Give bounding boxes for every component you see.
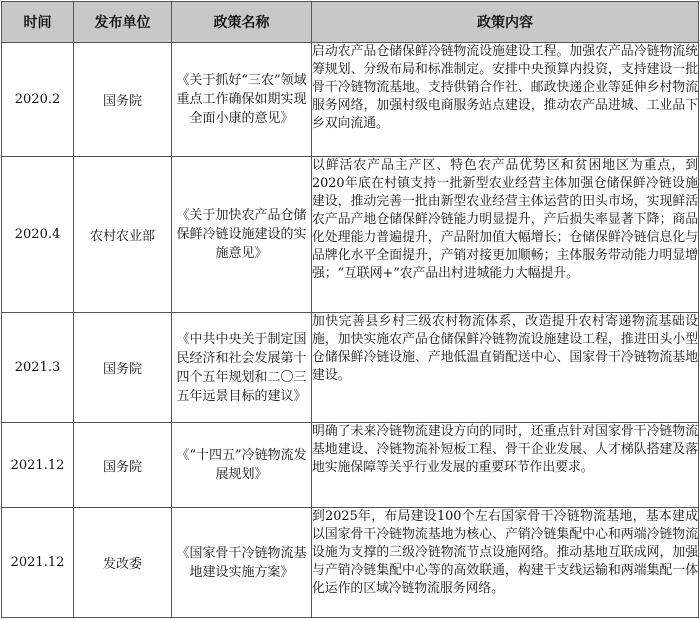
cell-policy-name: 《“十四五”冷链物流发展规划》 [172, 423, 312, 508]
cell-policy-name: 《关于抓好“三农”领域重点工作确保如期实现全面小康的意见》 [172, 43, 312, 157]
cell-unit: 国务院 [74, 43, 172, 157]
cell-unit: 发改委 [74, 508, 172, 618]
cell-time: 2021.3 [2, 313, 74, 423]
cell-policy-name: 《关于加快农产品仓储保鲜冷链设施建设的实施意见》 [172, 157, 312, 313]
cell-policy-name: 《国家骨干冷链物流基地建设实施方案》 [172, 508, 312, 618]
cell-policy-content: 加快完善县乡村三级农村物流体系，改造提升农村寄递物流基础设施，加快实施农产品仓储保鲜冷链物流设施建设工程，推进田头小型仓储保鲜冷链设施、产地低温直销配送中心、国家骨干冷链物流基地建设。 [312, 313, 699, 423]
table-row [2, 43, 699, 157]
cell-policy-content: 以鲜活农产品主产区、特色农产品优势区和贫困地区为重点，到2020年底在村镇支持一批新型农业经营主体加强仓储保鲜冷链设施建设，推动完善一批由新型农业经营主体运营的田头市场，实现鲜活农产品产地仓储保鲜冷链能力明显提升，产后损失率显著下降；商品化处理能力普遍提升，产品附加值大幅增长；仓储保鲜冷链信息化与品牌化水平全面提升，产销对接更加顺畅；主体服务带动能力明显增强；“互联网+”农产品出村进城能力大幅提升。 [312, 157, 699, 313]
cell-policy-content: 明确了未来冷链物流建设方向的同时，还重点针对国家骨干冷链物流基地建设、冷链物流补短板工程、骨干企业发展、人才梯队搭建及落地实施保障等关乎行业发展的重要环节作出要求。 [312, 423, 699, 508]
table-header-row [2, 2, 699, 43]
cell-unit: 国务院 [74, 423, 172, 508]
cell-time: 2021.12 [2, 423, 74, 508]
table-row [2, 157, 699, 313]
table-row [2, 313, 699, 423]
table-row [2, 423, 699, 508]
table-row [2, 508, 699, 618]
cell-time: 2020.2 [2, 43, 74, 157]
cell-time: 2020.4 [2, 157, 74, 313]
header-name: 政策名称 [172, 2, 312, 43]
cell-policy-name: 《中共中央关于制定国民经济和社会发展第十四个五年规划和二〇三五年远景目标的建议》 [172, 313, 312, 423]
cell-policy-content: 到2025年，布局建设100个左右国家骨干冷链物流基地，基本建成以国家骨干冷链物流基地为核心、产销冷链集配中心和两端冷链物流设施为支撑的三级冷链物流节点设施网络。推动基地互联成网，加强与产销冷链集配中心等的高效联通，构建干支线运输和两端集配一体化运作的区域冷链物流服务网络。 [312, 508, 699, 618]
policy-table [1, 1, 699, 618]
header-time: 时间 [2, 2, 74, 43]
cell-unit: 国务院 [74, 313, 172, 423]
cell-policy-content: 启动农产品仓储保鲜冷链物流设施建设工程。加强农产品冷链物流统筹规划、分级布局和标准制定。安排中央预算内投资，支持建设一批骨干冷链物流基地。支持供销合作社、邮政快递企业等延伸乡村物流服务网络，加强村级电商服务站点建设，推动农产品进城、工业品下乡双向流通。 [312, 43, 699, 157]
cell-time: 2021.12 [2, 508, 74, 618]
header-content: 政策内容 [312, 2, 699, 43]
header-unit: 发布单位 [74, 2, 172, 43]
cell-unit: 农村农业部 [74, 157, 172, 313]
